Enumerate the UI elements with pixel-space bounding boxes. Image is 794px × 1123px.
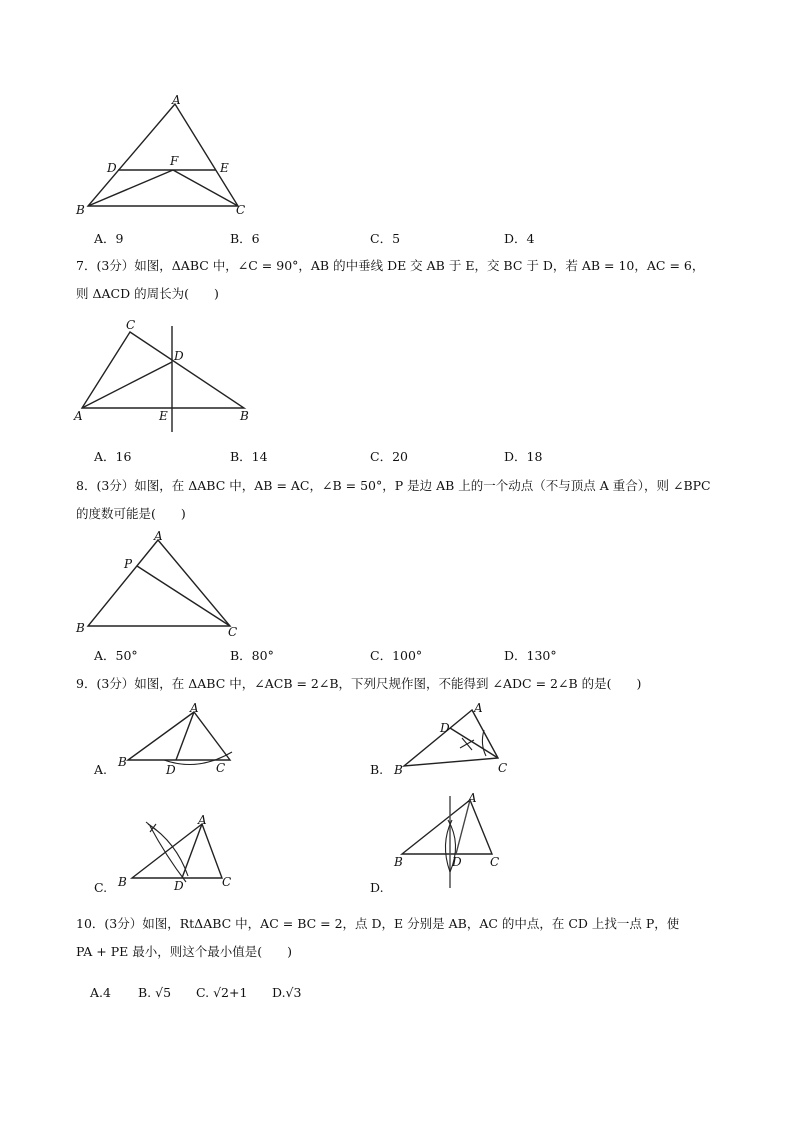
q8-figure: [70, 528, 260, 643]
q7-option-b[interactable]: B．14: [230, 449, 268, 464]
q9d-label-a: A: [468, 791, 477, 805]
q9b-segment-dc: [450, 728, 498, 758]
q9c-arc-left: [150, 826, 186, 882]
q9-option-b[interactable]: B.: [370, 762, 384, 777]
q9d-triangle: [402, 800, 492, 854]
q7-stem: [76, 252, 726, 308]
q7-label-d: D: [174, 349, 184, 363]
q9-figure-b: [390, 700, 530, 780]
q9a-label-a: A: [190, 701, 199, 715]
q8-option-d[interactable]: D．130°: [504, 648, 557, 663]
q9-option-d[interactable]: D.: [370, 880, 384, 895]
q7-label-c: C: [126, 318, 136, 332]
q8-label-c: C: [228, 625, 238, 639]
q8-option-b[interactable]: B．80°: [230, 648, 274, 663]
q8-stem: [76, 472, 726, 528]
q7-label-e: E: [159, 409, 168, 423]
q9b-label-c: C: [498, 761, 508, 775]
q9-option-a[interactable]: A.: [94, 762, 108, 777]
q9b-triangle: [404, 710, 498, 766]
q9-figure-c: [110, 812, 250, 892]
q7-label-a: A: [74, 409, 83, 423]
q9b-label-b: B: [394, 763, 403, 777]
q9-option-c[interactable]: C.: [94, 880, 108, 895]
q6-segment-bf: [88, 170, 173, 206]
q10-stem-line1: 10．(3分）如图，RtΔABC 中，AC = BC = 2，点 D，E 分别是 AB，AC 的中点，在 CD 上找一点 P，使: [76, 916, 680, 931]
q8-option-a[interactable]: A．50°: [94, 648, 138, 663]
q9a-label-c: C: [216, 761, 226, 775]
q6-option-b[interactable]: B．6: [230, 231, 260, 246]
q6-segment-fc: [173, 170, 238, 206]
q8-stem-line2: 的度数可能是( ): [76, 506, 186, 521]
q6-label-e: E: [220, 161, 229, 175]
q9-figure-d: [390, 792, 530, 892]
q10-option-c[interactable]: C. √2+1: [196, 985, 248, 1000]
q9b-cross-mark: [460, 738, 474, 750]
q9d-label-d: D: [452, 855, 462, 869]
q6-option-a[interactable]: A．9: [94, 231, 124, 246]
q9b-label-a: A: [474, 701, 483, 715]
q10-stem-line2: PA + PE 最小，则这个最小值是( ): [76, 944, 292, 959]
q8-triangle-abc: [88, 540, 230, 626]
q9-stem-line1: 9．(3分）如图，在 ΔABC 中，∠ACB = 2∠B，下列尺规作图，不能得到 ∠ADC = 2∠B 的是( ): [76, 676, 642, 691]
q10-stem: [76, 910, 726, 966]
q6-triangle-abc: [88, 104, 238, 206]
q9a-label-b: B: [118, 755, 127, 769]
q7-option-d[interactable]: D．18: [504, 449, 543, 464]
q6-figure: [70, 92, 260, 222]
q7-figure: [70, 316, 260, 436]
q9a-label-d: D: [166, 763, 176, 777]
q7-label-b: B: [240, 409, 249, 423]
q9-stem: [76, 670, 726, 698]
q8-label-p: P: [124, 557, 133, 571]
q8-stem-line1: 8．(3分）如图，在 ΔABC 中，AB = AC，∠B = 50°，P 是边 AB 上的一个动点（不与顶点 A 重合），则 ∠BPC: [76, 478, 711, 493]
q10-option-d[interactable]: D.√3: [272, 985, 302, 1000]
q6-label-b: B: [76, 203, 85, 217]
q9c-label-b: B: [118, 875, 127, 889]
q6-label-c: C: [236, 203, 246, 217]
q7-option-a[interactable]: A．16: [94, 449, 132, 464]
q8-label-a: A: [154, 529, 163, 543]
q7-stem-line1: 7．(3分）如图，ΔABC 中，∠C = 90°，AB 的中垂线 DE 交 AB 于 E，交 BC 于 D，若 AB = 10，AC = 6，: [76, 258, 705, 273]
q8-option-c[interactable]: C．100°: [370, 648, 423, 663]
q10-option-a[interactable]: A.4: [90, 985, 111, 1000]
q9d-segment-ad: [456, 800, 470, 854]
q8-label-b: B: [76, 621, 85, 635]
q9d-label-c: C: [490, 855, 500, 869]
q6-option-d[interactable]: D．4: [504, 231, 535, 246]
q9b-label-d: D: [440, 721, 450, 735]
q8-segment-pc: [137, 566, 230, 626]
q9c-label-a: A: [198, 813, 207, 827]
q9c-label-c: C: [222, 875, 232, 889]
q6-label-f: F: [170, 154, 179, 168]
q9c-label-d: D: [174, 879, 184, 893]
q9-figure-a: [110, 700, 250, 780]
q7-segment-ad: [82, 362, 172, 408]
q7-triangle-abc: [82, 332, 244, 408]
q6-label-d: D: [107, 161, 117, 175]
q9d-label-b: B: [394, 855, 403, 869]
q6-label-a: A: [172, 93, 181, 107]
q7-stem-line2: 则 ΔACD 的周长为( ): [76, 286, 219, 301]
q6-option-c[interactable]: C．5: [370, 231, 401, 246]
q10-option-b[interactable]: B. √5: [138, 985, 172, 1000]
q7-option-c[interactable]: C．20: [370, 449, 408, 464]
